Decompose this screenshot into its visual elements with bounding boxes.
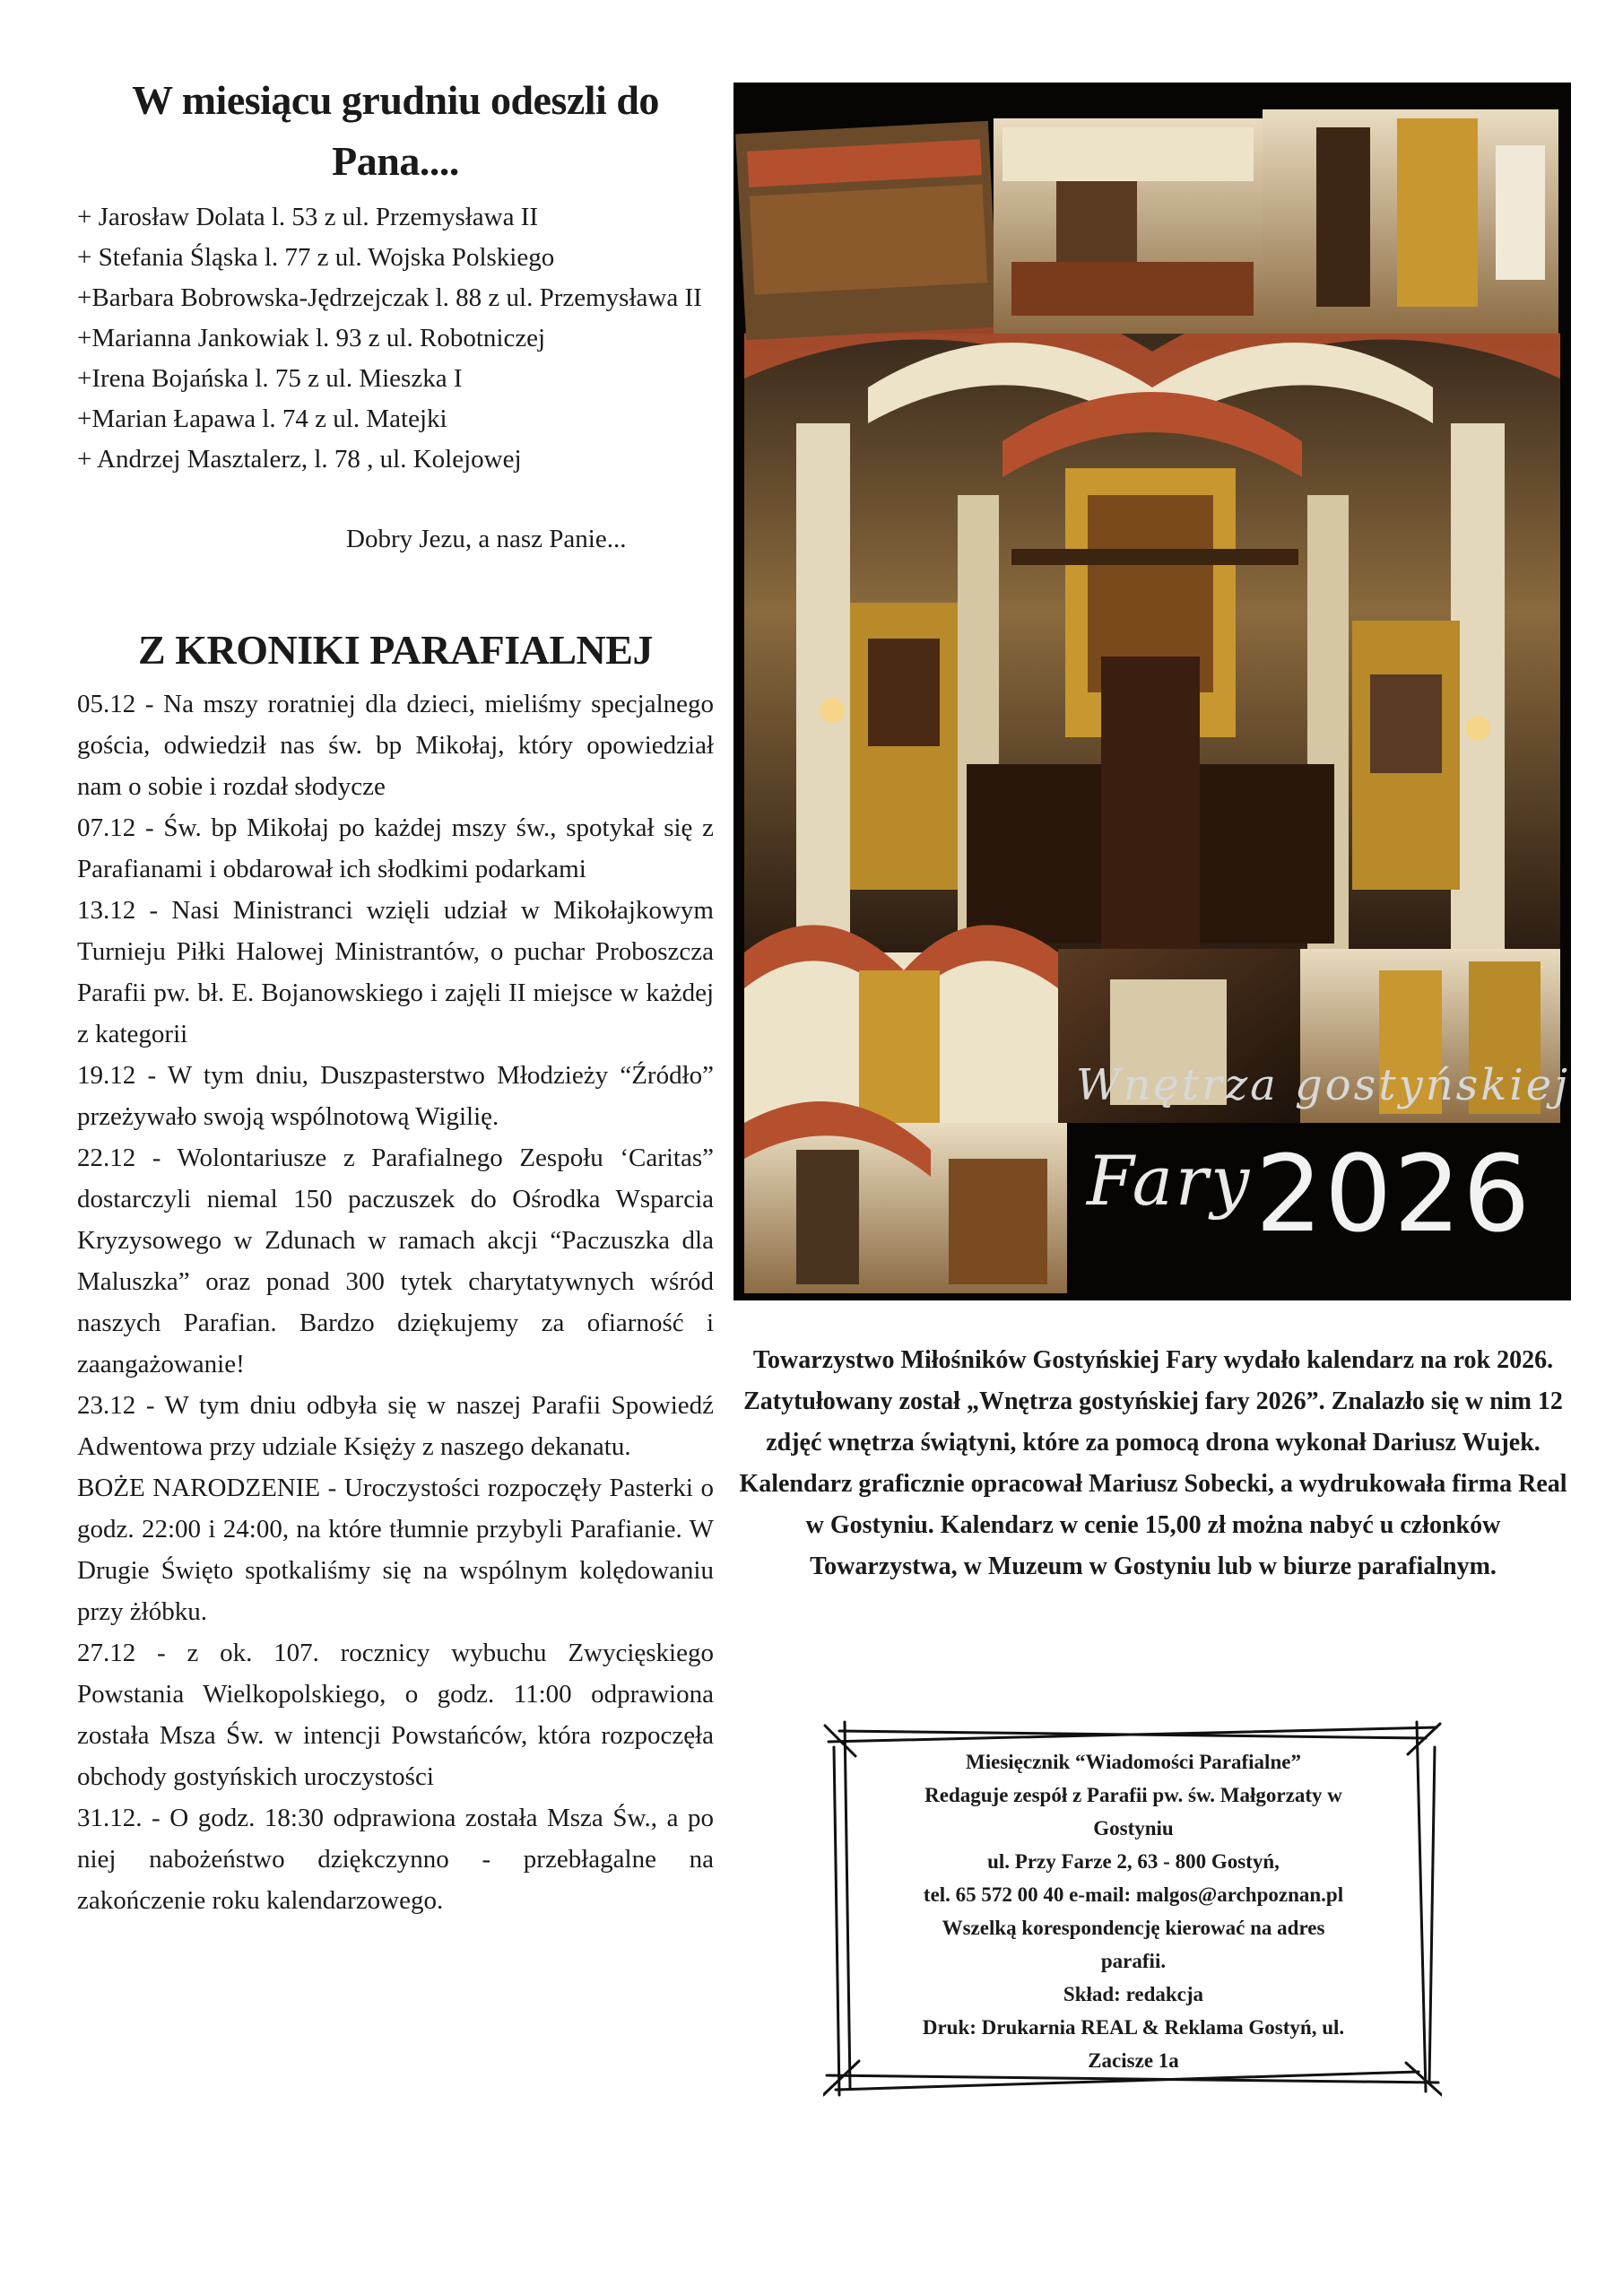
deceased-title: W miesiącu grudniu odeszli do Pana....: [132, 77, 659, 184]
deceased-entry: + Stefania Śląska l. 77 z ul. Wojska Polskiego: [77, 243, 555, 272]
chronicle-entry: 13.12 - Nasi Ministranci wzięli udział w Mikołajkowym Turnieju Piłki Halowej Ministrantów, o puchar Proboszcza Parafii pw. bł. E. Bojanowskiego i zajęli II miejsce w każdej z kategorii: [77, 896, 714, 1048]
church-interior-collage: [733, 83, 1571, 1300]
imprint-box: [823, 1720, 1442, 2097]
calendar-caption: Towarzystwo Miłośników Gostyńskiej Fary wydało kalendarz na rok 2026. Zatytułowany został „Wnętrza gostyńskiej fary 2026”. Znalazło się w nim 12 zdjęć wnętrza świątyni, które za pomocą drona wykonał Dariusz Wujek. Kalendarz graficznie opracował Mariusz Sobecki, a wydrukowała firma Real w Gostyniu. Kalendarz w cenie 15,00 zł można nabyć u członków Towarzystwa, w Muzeum w Gostyniu lub w biurze parafialnym.: [739, 1346, 1567, 1580]
deceased-list: [77, 197, 714, 480]
chronicle-entry: BOŻE NARODZENIE - Uroczystości rozpoczęły Pasterki o godz. 22:00 i 24:00, na które tłumnie przybyli Parafianie. W Drugie Święto spotkaliśmy się na wspólnym kolędowaniu przy żłóbku.: [77, 1474, 714, 1626]
calendar-cover-image: [733, 83, 1571, 1300]
imprint-line: ul. Przy Farze 2, 63 - 800 Gostyń,: [987, 1850, 1280, 1873]
chronicle-entry: 19.12 - W tym dniu, Duszpasterstwo Młodzieży “Źródło” przeżywało swoją wspólnotową Wigilię.: [77, 1061, 714, 1131]
calendar-title-line1: Wnętrza gostyńskiej: [1076, 1060, 1570, 1110]
chronicle-entry: 23.12 - W tym dniu odbyła się w naszej Parafii Spowiedź Adwentowa przy udziale Księży z naszego dekanatu.: [77, 1391, 714, 1461]
deceased-entry: +Marianna Jankowiak l. 93 z ul. Robotniczej: [77, 324, 546, 352]
deceased-entry: +Marian Łapawa l. 74 z ul. Matejki: [77, 404, 447, 433]
deceased-entry: +Irena Bojańska l. 75 z ul. Mieszka I: [77, 364, 463, 393]
imprint-line: tel. 65 572 00 40 e-mail: malgos@archpoznan.pl: [923, 1883, 1344, 1906]
chronicle-entry: 31.12. - O godz. 18:30 odprawiona została Msza Św., a po niej nabożeństwo dziękczynno - przebłagalne na zakończenie roku kalendarzowego.: [77, 1804, 714, 1915]
deceased-entry: +Barbara Bobrowska-Jędrzejczak l. 88 z ul. Przemysława II: [77, 283, 702, 312]
chronicle-entry: 22.12 - Wolontariusze z Parafialnego Zespołu ‘Caritas” dostarczyli niemal 150 paczuszek do Ośrodka Wsparcia Kryzysowego w Zdunach w ramach akcji “Paczuszka dla Maluszka” oraz ponad 300 tytek charytatywnych wśród naszych Parafian. Bardzo dziękujemy za ofiarność i zaangażowanie!: [77, 1144, 714, 1378]
calendar-title-line2: Fary: [1087, 1141, 1253, 1221]
chronicle-entry: 07.12 - Św. bp Mikołaj po każdej mszy św., spotykał się z Parafianami i obdarował ich słodkimi podarkami: [77, 813, 714, 883]
deceased-entry: + Andrzej Masztalerz, l. 78 , ul. Kolejowej: [77, 445, 522, 474]
chronicle-title: Z KRONIKI PARAFIALNEJ: [138, 627, 653, 673]
imprint-line: Wszelką korespondencję kierować na adres parafii.: [942, 1917, 1325, 1972]
imprint-line: Druk: Drukarnia REAL & Reklama Gostyń, ul. Zacisze 1a: [922, 2016, 1345, 2072]
chronicle-entry: 27.12 - z ok. 107. rocznicy wybuchu Zwycięskiego Powstania Wielkopolskiego, o godz. 11:00 odprawiona została Msza Św. w intencji Powstańców, która rozpoczęła obchody gostyńskich uroczystości: [77, 1639, 714, 1791]
imprint-line: Redaguje zespół z Parafii pw. św. Małgorzaty w Gostyniu: [924, 1784, 1342, 1839]
imprint-text: [909, 1745, 1358, 2077]
imprint-line: Skład: redakcja: [1063, 1983, 1204, 2005]
left-column: [77, 70, 714, 1921]
chronicle-entry: 05.12 - Na mszy roratniej dla dzieci, mieliśmy specjalnego gościa, odwiedził nas św. bp Mikołaj, który opowiedział nam o sobie i rozdał słodycze: [77, 690, 714, 801]
deceased-entry: + Jarosław Dolata l. 53 z ul. Przemysława II: [77, 203, 539, 231]
prayer-closing: Dobry Jezu, a nasz Panie...: [346, 525, 627, 553]
chronicle-entries: [77, 683, 714, 1921]
imprint-line: Miesięcznik “Wiadomości Parafialne”: [966, 1751, 1301, 1773]
calendar-year: 2026: [1255, 1132, 1532, 1256]
